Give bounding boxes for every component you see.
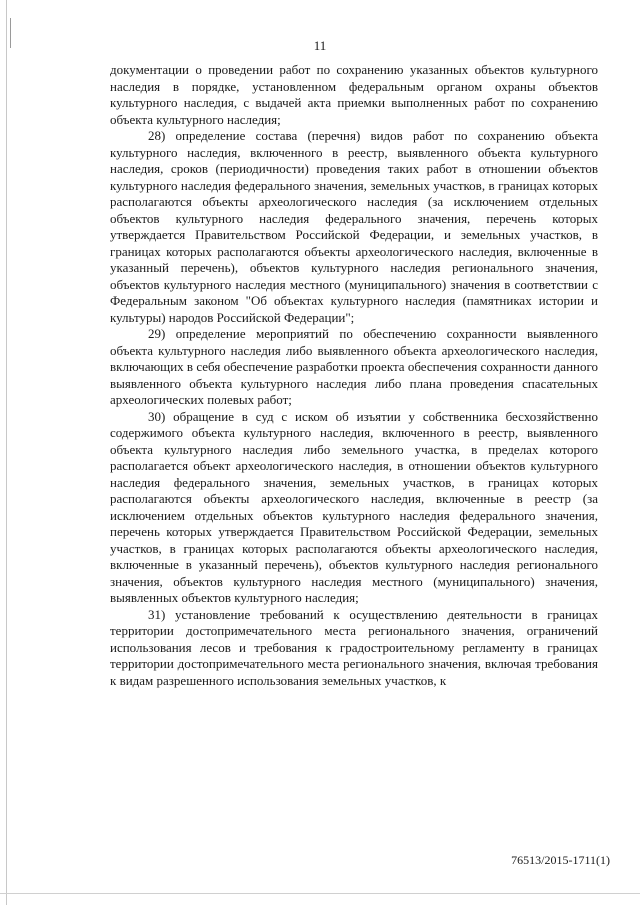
paragraph-continuation: документации о проведении работ по сохранению указанных объектов культурного наследия в порядке, установленном федеральным органом охраны объектов культурного наследия, с выдачей акта приемки выполненных работ по сохранению объекта культурного наследия; <box>110 62 598 127</box>
scan-bottom-line <box>0 893 640 894</box>
paragraph-item-31: 31) установление требований к осуществлению деятельности в границах территории достопримечательного места регионального значения, ограничений использования лесов и требования к градостроительному регламенту в границах территории достопримечательного места регионального значения, включая требования к видам разрешенного использования земельных участков, к <box>110 606 598 688</box>
page-number: 11 <box>313 38 327 53</box>
paragraph-item-30: 30) обращение в суд с иском об изъятии у собственника бесхозяйственно содержимого объекта культурного наследия, включенного в реестр, выявленного объекта культурного наследия либо земельного участка, в пределах которого располагается объект археологического наследия, в отношении объектов культурного наследия федерального значения, земельных участков, в границах которых располагаются объекты археологического наследия, включенные в реестр (за исключением отдельных объектов культурного наследия федерального значения, перечень которых утверждается Правительством Российской Федерации, земельных участков, в границах которых располагаются объекты археологического наследия, включенные в указанный перечень), объектов культурного наследия регионального значения, объектов культурного наследия местного (муниципального) значения, выявленных объектов культурного наследия; <box>110 408 598 605</box>
document-body <box>110 62 598 689</box>
paragraph-item-28: 28) определение состава (перечня) видов работ по сохранению объекта культурного наследия, включенного в реестр, выявленного объекта культурного наследия, сроков (периодичности) проведения таких работ в отношении объектов культурного наследия федерального значения, земельных участков, в границах которых располагаются объекты археологического наследия (за исключением отдельных объектов культурного наследия федерального значения, перечень которых утверждается Правительством Российской Федерации, и земельных участков, в границах которых располагаются объекты археологического наследия, включенные в указанный перечень), объектов культурного наследия регионального значения, объектов культурного наследия местного (муниципального) значения в соответствии с Федеральным законом "Об объектах культурного наследия (памятниках истории и культуры) народов Российской Федерации"; <box>110 128 598 325</box>
scan-margin-line <box>6 0 7 905</box>
paragraph-item-29: 29) определение мероприятий по обеспечению сохранности выявленного объекта культурного наследия либо выявленного объекта археологического наследия, включающих в себя обеспечение разработки проекта обеспечения сохранности данного выявленного объекта культурного наследия либо плана проведения спасательных археологических полевых работ; <box>110 326 598 407</box>
document-code: 76513/2015-1711(1) <box>511 853 610 867</box>
